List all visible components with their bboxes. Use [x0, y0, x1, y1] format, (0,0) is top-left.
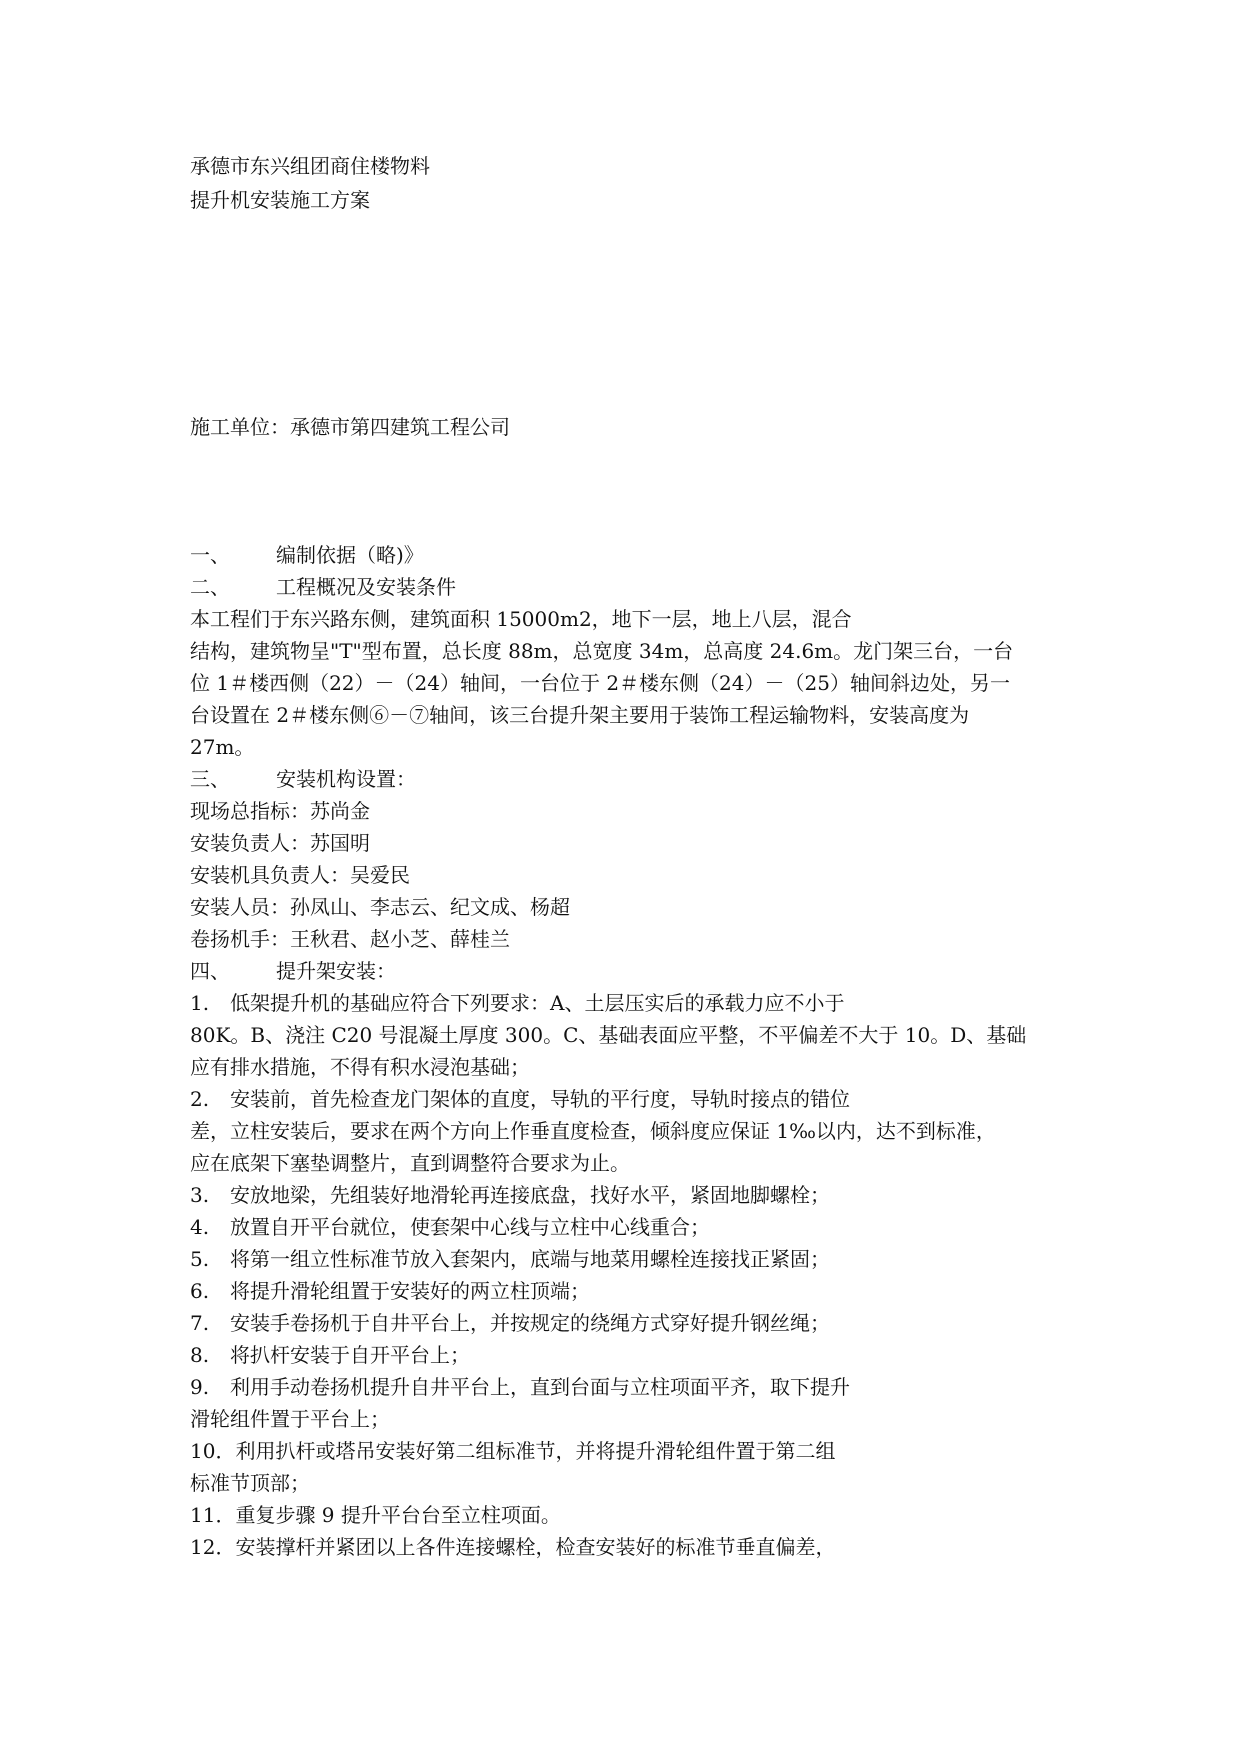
section-4-number: 四、 — [190, 959, 230, 983]
doc-title-line-1: 承德市东兴组团商住楼物料 — [190, 154, 430, 178]
section-2-number: 二、 — [190, 575, 230, 599]
step-9-text: 利用手动卷扬机提升自井平台上，直到台面与立柱项面平齐，取下提升 — [230, 1375, 850, 1399]
section-2-title: 工程概况及安装条件 — [276, 575, 456, 599]
step-11 — [190, 1501, 561, 1529]
step-3 — [190, 1181, 830, 1209]
step-1-line-1 — [190, 989, 844, 1017]
section-3-heading — [190, 765, 416, 793]
step-10-line-1 — [190, 1437, 835, 1465]
step-5 — [190, 1245, 830, 1273]
staff-winch-operators: 卷扬机手：王秋君、赵小芝、薛桂兰 — [190, 927, 510, 951]
step-8 — [190, 1341, 470, 1369]
section-4-title: 提升架安装： — [276, 959, 396, 983]
overview-line-4: 台设置在 2＃楼东侧⑥－⑦轴间，该三台提升架主要用于装饰工程运输物料，安装高度为 — [190, 703, 970, 727]
staff-installers: 安装人员：孙凤山、李志云、纪文成、杨超 — [190, 895, 570, 919]
staff-site-director: 现场总指标：苏尚金 — [190, 799, 370, 823]
step-3-number: 3. — [190, 1183, 210, 1207]
step-10-text: 利用扒杆或塔吊安装好第二组标准节，并将提升滑轮组件置于第二组 — [235, 1439, 836, 1463]
step-6-number: 6. — [190, 1279, 210, 1303]
step-11-number: 11． — [190, 1503, 236, 1527]
construction-unit: 施工单位：承德市第四建筑工程公司 — [190, 415, 510, 439]
step-12 — [190, 1533, 835, 1561]
step-12-number: 12． — [190, 1535, 236, 1559]
step-12-text: 安装撑杆并紧团以上各件连接螺栓，检查安装好的标准节垂直偏差， — [235, 1535, 836, 1559]
step-1-line-3: 应有排水措施，不得有积水浸泡基础； — [190, 1055, 530, 1079]
staff-install-lead: 安装负责人：苏国明 — [190, 831, 370, 855]
overview-line-2: 结构，建筑物呈"T"型布置，总长度 88m，总宽度 34m，总高度 24.6m。龙门架三台，一台 — [190, 639, 1014, 663]
section-1-heading — [190, 541, 424, 569]
step-11-text: 重复步骤 9 提升平台台至立柱项面。 — [235, 1503, 561, 1527]
overview-line-5: 27m。 — [190, 735, 255, 759]
section-1-title: 编制依据（略)》 — [276, 543, 424, 567]
overview-line-1: 本工程们于东兴路东侧，建筑面积 15000m2，地下一层，地上八层，混合 — [190, 607, 852, 631]
step-10-number: 10． — [190, 1439, 236, 1463]
step-2-number: 2. — [190, 1087, 210, 1111]
step-4 — [190, 1213, 710, 1241]
step-8-number: 8. — [190, 1343, 210, 1367]
overview-line-3: 位 1＃楼西侧（22）－（24）轴间，一台位于 2＃楼东侧（24）－（25）轴间斜边处，另一 — [190, 671, 1010, 695]
section-3-number: 三、 — [190, 767, 230, 791]
step-1-line-2: 80K。B、浇注 C20 号混凝土厚度 300。C、基础表面应平整，不平偏差不大于 10。D、基础 — [190, 1023, 1027, 1047]
step-4-text: 放置自开平台就位，使套架中心线与立柱中心线重合； — [230, 1215, 710, 1239]
staff-equipment-lead: 安装机具负责人：吴爱民 — [190, 863, 410, 887]
section-1-number: 一、 — [190, 543, 230, 567]
step-9-line-1 — [190, 1373, 850, 1401]
step-2-line-1 — [190, 1085, 850, 1113]
step-3-text: 安放地梁，先组装好地滑轮再连接底盘，找好水平，紧固地脚螺栓； — [230, 1183, 830, 1207]
doc-title-line-2: 提升机安装施工方案 — [190, 188, 370, 212]
section-3-title: 安装机构设置： — [276, 767, 416, 791]
step-6 — [190, 1277, 590, 1305]
step-7 — [190, 1309, 830, 1337]
step-1-number: 1. — [190, 991, 210, 1015]
step-10-line-2: 标准节顶部； — [190, 1471, 310, 1495]
step-6-text: 将提升滑轮组置于安装好的两立柱顶端； — [230, 1279, 590, 1303]
step-2-line-3: 应在底架下塞垫调整片，直到调整符合要求为止。 — [190, 1151, 630, 1175]
step-1-text: 低架提升机的基础应符合下列要求：A、土层压实后的承载力应不小于 — [230, 991, 845, 1015]
step-2-line-2: 差，立柱安装后，要求在两个方向上作垂直度检查，倾斜度应保证 1‰以内，达不到标准， — [190, 1119, 996, 1143]
step-4-number: 4. — [190, 1215, 210, 1239]
section-4-heading — [190, 957, 396, 985]
step-8-text: 将扒杆安装于自开平台上； — [230, 1343, 470, 1367]
step-9-line-2: 滑轮组件置于平台上； — [190, 1407, 390, 1431]
step-9-number: 9. — [190, 1375, 210, 1399]
step-7-text: 安装手卷扬机于自井平台上，并按规定的绕绳方式穿好提升钢丝绳； — [230, 1311, 830, 1335]
step-5-number: 5. — [190, 1247, 210, 1271]
section-2-heading — [190, 573, 456, 601]
step-5-text: 将第一组立性标准节放入套架内，底端与地菜用螺栓连接找正紧固； — [230, 1247, 830, 1271]
step-2-text: 安装前，首先检查龙门架体的直度，导轨的平行度，导轨时接点的错位 — [230, 1087, 850, 1111]
step-7-number: 7. — [190, 1311, 210, 1335]
